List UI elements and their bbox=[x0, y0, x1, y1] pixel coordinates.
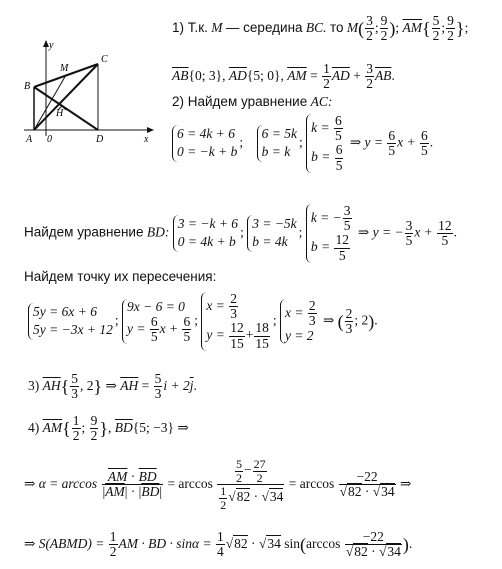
label-c: C bbox=[101, 54, 108, 65]
step2-systems: 6 = 4k + 6 0 = −k + b ; 6 = 5k b = k ; k = $\frac{6}{5}$ b = $\frac{6}{5}$ ⇒ y = $\frac{6}{5}$ x + $\frac{6}{5}$ . bbox=[172, 114, 433, 173]
step4-systems: 5y = 6x + 6 5y = −3x + 12 ; 9x − 6 = 0 y = $\frac{6}{5}$ x + $\frac{6}{5}$ ; x = $\frac{2}{3}$ y = $\frac{12}{15}$ + $\frac{18}{15}$ ; x = $\frac{2}{3}$ y = 2 ⇒ ( $\frac{2}{3}$ ; 2). bbox=[28, 292, 378, 351]
step6-row: 4) $\overline{AM}${ $\frac{1}{2}$ ; $\frac{9}{2}$ }, $\overline{BD}\{5$; −3} ⇒ bbox=[28, 413, 189, 444]
step7-row: ⇒ α = arccos $\frac{\overline{AM} \cdot \overline{BD}}{|\overline{AM}| \cdot |\overline{BD}|}$ = arccos $\frac{5}{2}$ − $\frac{27}{2}$ $\frac{1}{2}$ √82 · √34 = arccos $\frac{-22}{√82 \cdot √34}$ ⇒ bbox=[24, 457, 412, 512]
step2-title: 2) Найдем уравнение AC: bbox=[172, 94, 333, 109]
coordinate-diagram bbox=[20, 38, 160, 150]
step4-title: Найдем точку их пересечения: bbox=[24, 269, 217, 284]
label-b: B bbox=[24, 81, 31, 92]
step5-row: 3) $\overline{AH}${ $\frac{5}{3}$ , 2} ⇒ $\overline{AH}$ = $\frac{5}{3}$ $i + 2\overline{j}$. bbox=[28, 371, 197, 402]
step3-row: Найдем уравнение BD: 3 = −k + 6 0 = 4k + b ; 3 = −5k b = 4k ; k = − $\frac{3}{5}$ b = $\frac{12}{5}$ ⇒ y = − $\frac{3}{5}$ x + $\frac{12}{5}$ . bbox=[24, 203, 458, 263]
step1-line2: $\overline{AB}\{0$; 3}, $\overline{AD}\{5$; 0}, $\overline{AM}$ = $\frac{1}{2}$ $\overline{AD}$ + $\frac{3}{2}$ $\overline{AB}$. bbox=[172, 61, 395, 92]
label-x: x bbox=[144, 134, 149, 145]
label-y: y bbox=[49, 40, 54, 51]
step1-line1: 1) Т.к. M — середина BC. то M( $\frac{3}{2}$ ; $\frac{9}{2}$ ); $\overline{AM}${ $\frac{5}{2}$ ; $\frac{9}{2}$ }; bbox=[172, 13, 469, 44]
step8-row: ⇒ S(ABMD) = $\frac{1}{2}$ AM · BD · sinα = $\frac{1}{4}$ √82 · √34 sin(arccos $\frac{-22}{√82 \cdot √34}$ ). bbox=[24, 529, 413, 560]
label-d: D bbox=[96, 134, 104, 145]
label-h: H bbox=[56, 108, 64, 119]
label-a: A bbox=[26, 134, 33, 145]
label-m: M bbox=[60, 63, 69, 74]
label-origin: 0 bbox=[47, 134, 52, 145]
